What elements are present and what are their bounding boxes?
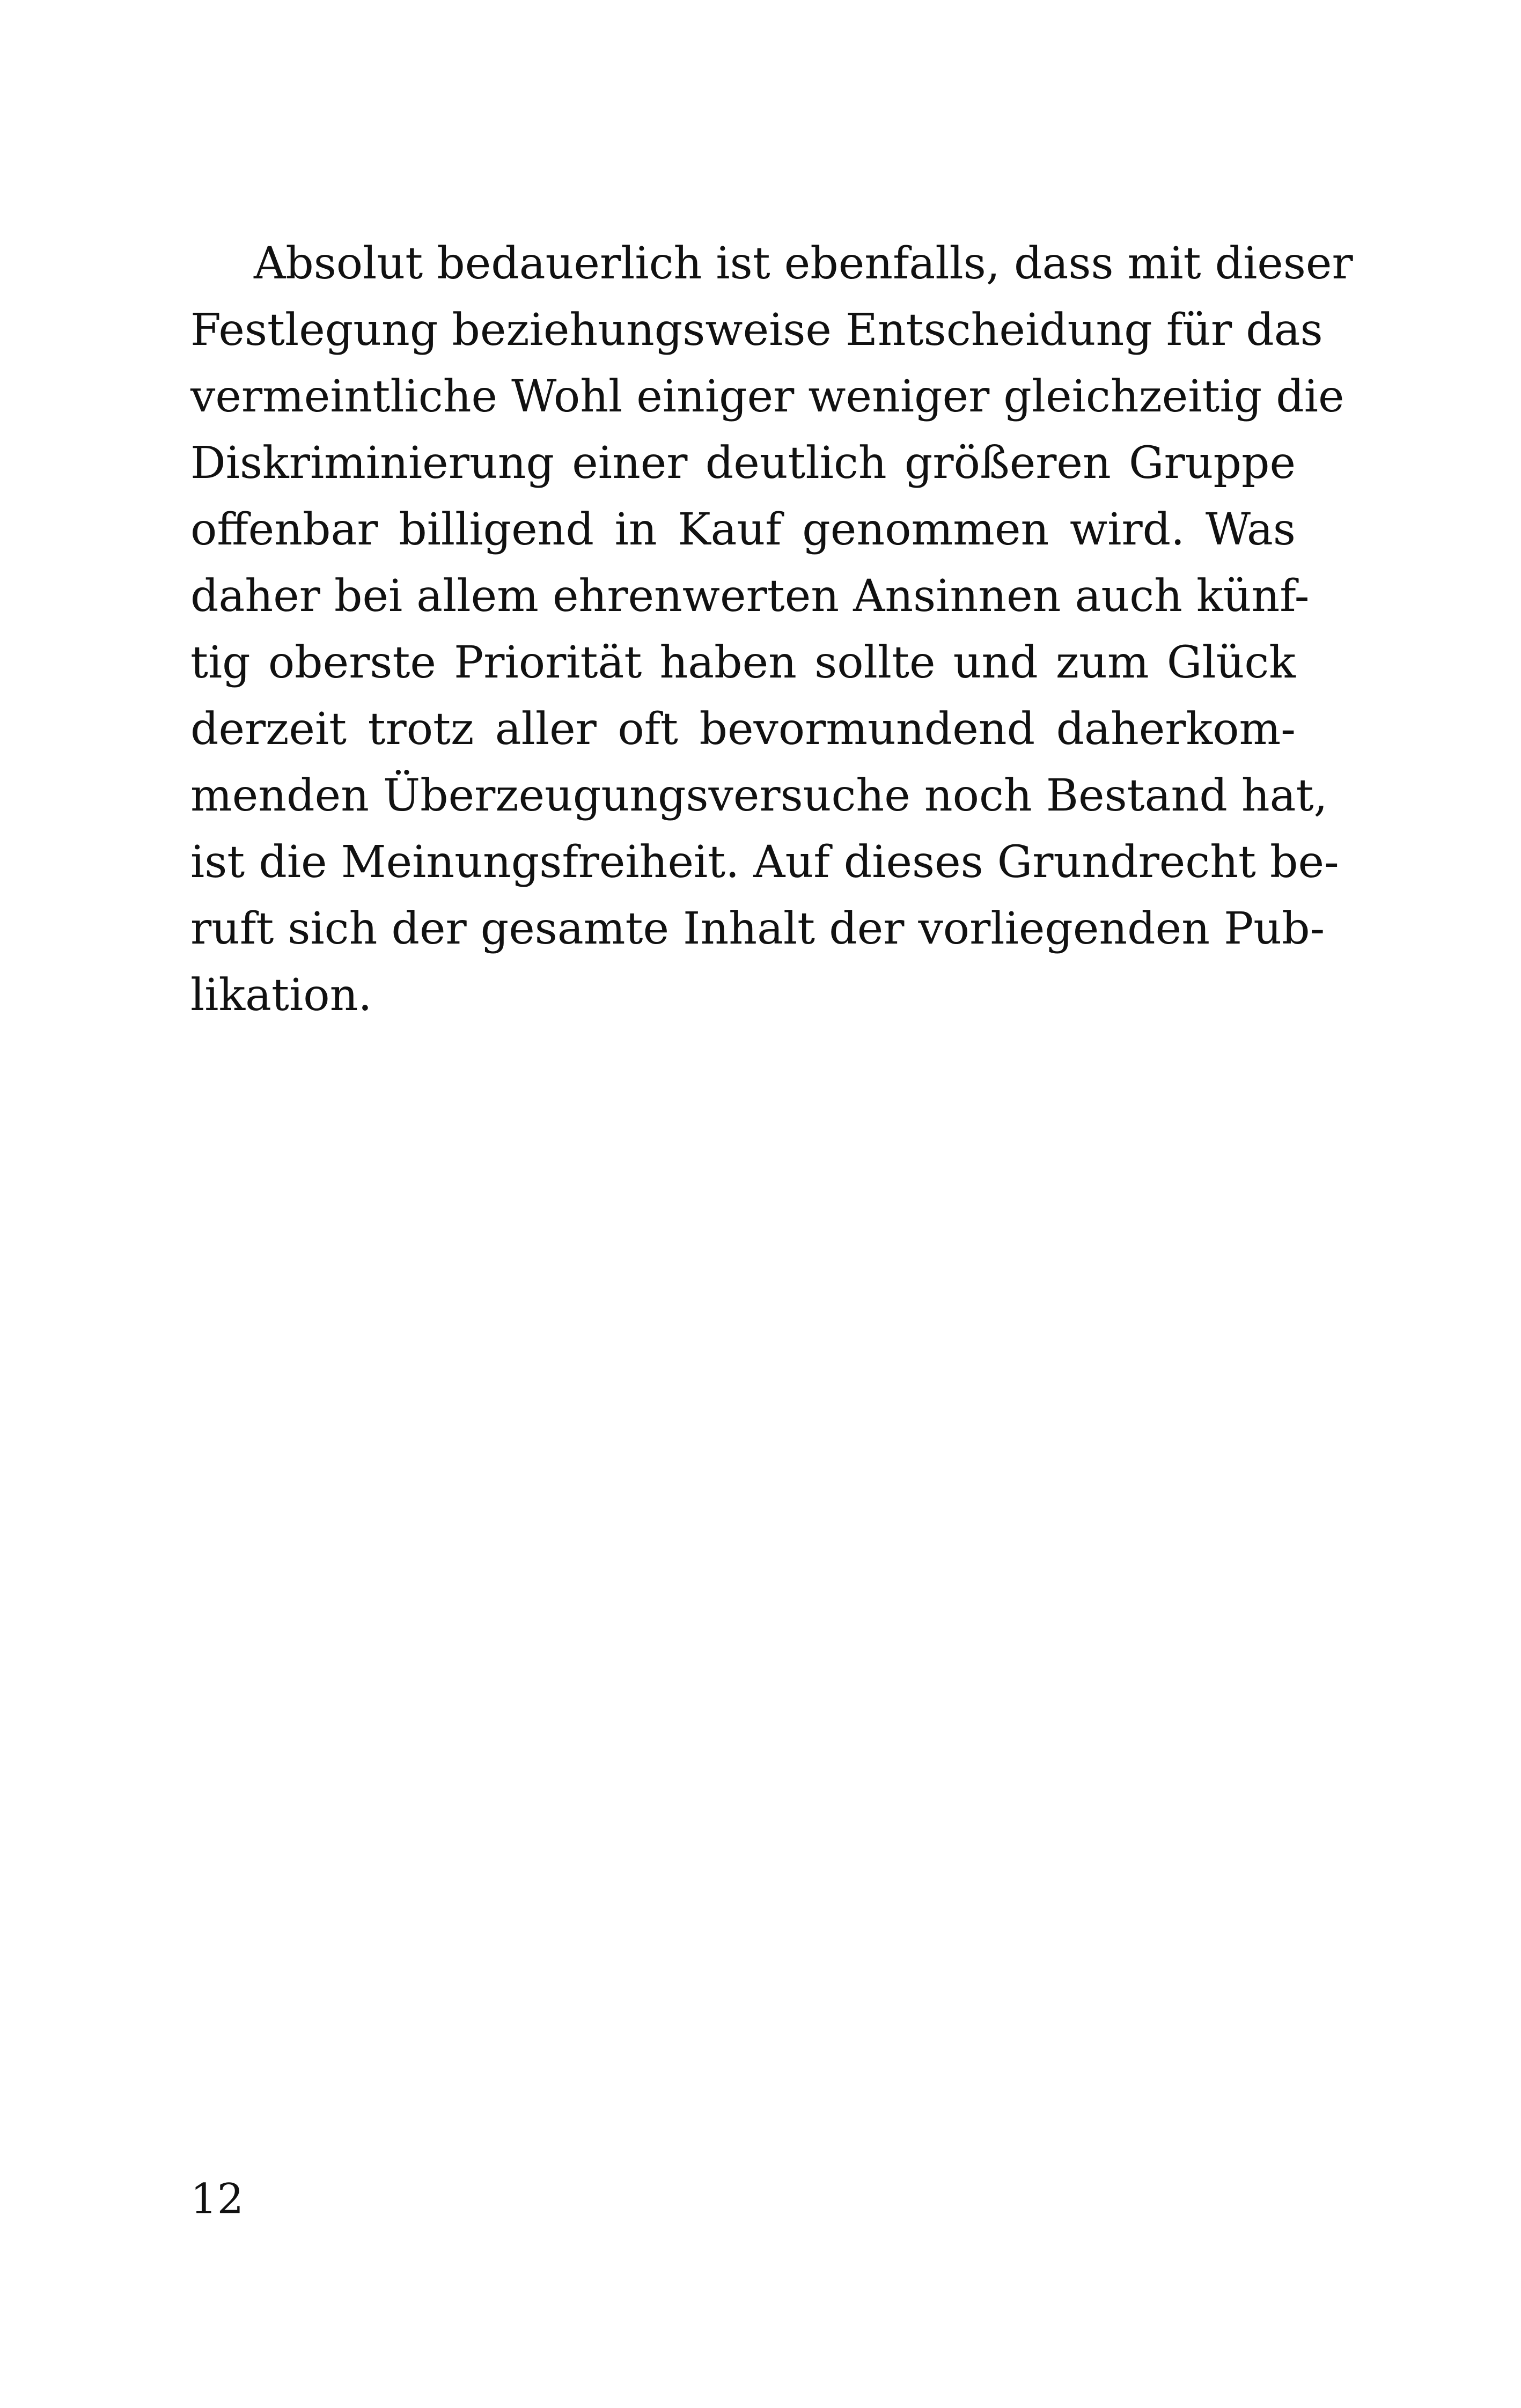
paragraph-line: ist die Meinungsfreiheit. Auf dieses Grundrecht be- xyxy=(190,837,1339,888)
body-paragraph xyxy=(190,231,1353,1029)
paragraph-line: Absolut bedauerlich ist ebenfalls, dass mit dieser xyxy=(254,238,1353,289)
paragraph-line: offenbar billigend in Kauf genommen wird. Was xyxy=(190,504,1296,555)
paragraph-line: ruft sich der gesamte Inhalt der vorliegenden Pub- xyxy=(190,903,1325,954)
paragraph-line: daher bei allem ehrenwerten Ansinnen auch künf- xyxy=(190,571,1310,622)
paragraph-line: derzeit trotz aller oft bevormundend daherkom- xyxy=(190,704,1296,755)
paragraph-line: vermeintliche Wohl einiger weniger gleichzeitig die xyxy=(190,371,1344,422)
paragraph-line: menden Überzeugungsversuche noch Bestand hat, xyxy=(190,770,1328,821)
page-number: 12 xyxy=(190,2175,244,2223)
paragraph-line: Diskriminierung einer deutlich größeren Gruppe xyxy=(190,438,1296,489)
paragraph-line: tig oberste Priorität haben sollte und zum Glück xyxy=(190,637,1296,688)
paragraph-line: likation. xyxy=(190,970,372,1021)
paragraph-line: Festlegung beziehungsweise Entscheidung für das xyxy=(190,305,1323,356)
